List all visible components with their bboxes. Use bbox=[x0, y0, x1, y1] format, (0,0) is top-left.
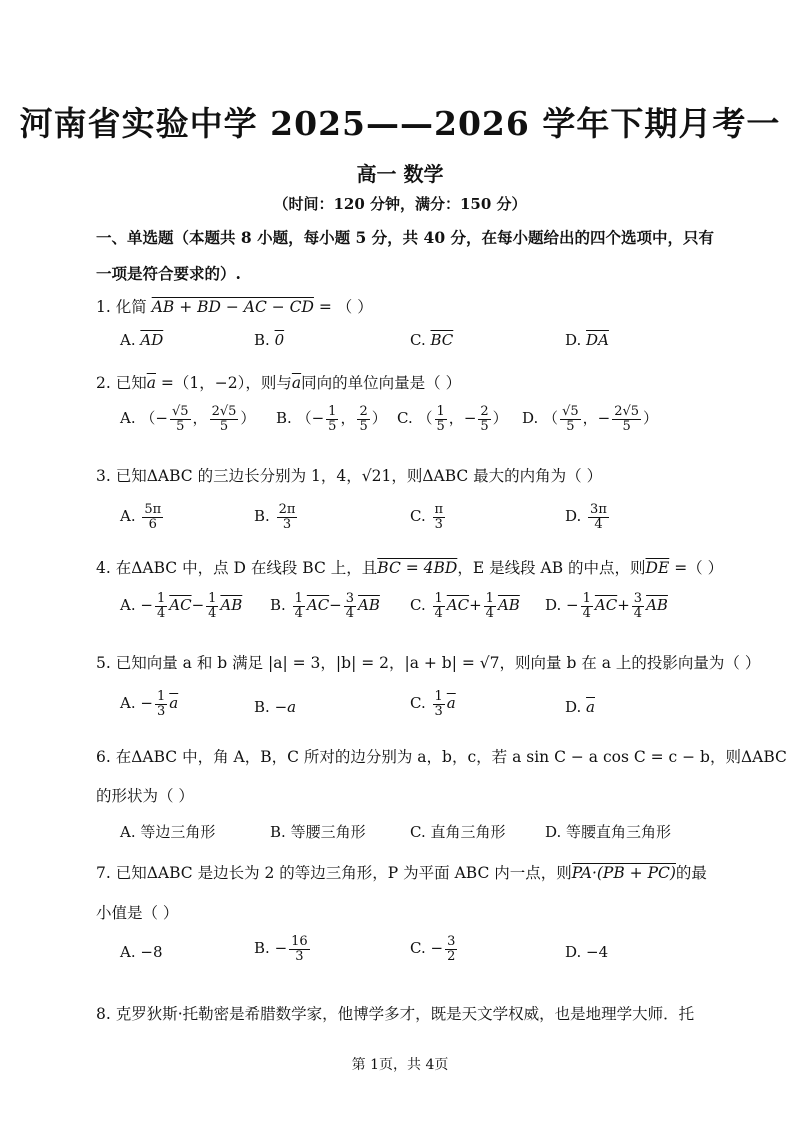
q3-option-d: D. $\frac{3\pi}{4}$ bbox=[565, 502, 607, 532]
q1-option-a: A. $\overline{AD}$ bbox=[120, 331, 164, 349]
question-6-stem: 6. 在ΔABC 中，角 A，B，C 所对的边分别为 a，b，c，若 a sin C − a cos C = c − b，则ΔABC bbox=[96, 748, 787, 766]
q3-option-c: C. $\frac{\pi}{3}$ bbox=[410, 502, 444, 532]
q1-tail: = （ ） bbox=[313, 298, 373, 316]
section-heading-line1: 一、单选题（本题共 8 小题，每小题 5 分，共 40 分，在每小题给出的四个选项中，只有 bbox=[96, 228, 715, 247]
q4-option-c: C. $\frac{1}{4}$ $\overline{AC}+$ $\frac{1}{4}$ $\overline{AB}$ bbox=[410, 591, 520, 621]
q4-option-b: B. $\frac{1}{4}$ $\overline{AC}-$ $\frac{3}{4}$ $\overline{AB}$ bbox=[270, 591, 380, 621]
page-number-footer: 第 1页，共 4页 bbox=[351, 1057, 449, 1073]
q7-option-a: A. −8 bbox=[120, 943, 163, 961]
q3-option-b: B. $\frac{2\pi}{3}$ bbox=[254, 502, 296, 532]
q7-option-d: D. −4 bbox=[565, 943, 609, 961]
question-7-stem: 7. 已知ΔABC 是边长为 2 的等边三角形，P 为平面 ABC 内一点，则PA·(PB + PC)的最 bbox=[96, 864, 707, 882]
q7-option-b: B. − $\frac{16}{3}$ bbox=[254, 934, 308, 964]
vector-a: $\overline{a}$ bbox=[146, 374, 156, 392]
q5-option-b: B. −a bbox=[254, 698, 297, 716]
q4-option-d: D. − $\frac{1}{4}$ $\overline{AC}+$ $\frac{3}{4}$ $\overline{AB}$ bbox=[545, 591, 668, 621]
question-4-stem: 4. 在ΔABC 中，点 D 在线段 BC 上，且BC = 4BD，E 是线段 AB 的中点，则$\overline{DE}$ =（ ） bbox=[96, 559, 724, 577]
q6-option-d: D. 等腰直角三角形 bbox=[545, 823, 672, 841]
question-2-stem: 2. 已知$\overline{a} =(1$，−2），则与$\overline{a}$同向的单位向量是（ ） bbox=[96, 374, 462, 392]
question-6-stem-line2: 的形状为（ ） bbox=[96, 787, 194, 805]
q5-option-d: D. $\overline{a}$ bbox=[565, 698, 595, 716]
q2-option-c: C. （ $\frac{1}{5}$ ，− $\frac{2}{5}$ ） bbox=[397, 404, 508, 434]
q2-option-d: D. （ $\frac{√5}{5}$ ，− $\frac{2√5}{5}$ ） bbox=[522, 404, 659, 434]
question-3-stem: 3. 已知ΔABC 的三边长分别为 1，4，√21，则ΔABC 最大的内角为（ ） bbox=[96, 467, 603, 485]
q1-expression: AB + BD − AC − CD bbox=[151, 298, 314, 316]
question-1-stem bbox=[96, 295, 373, 317]
q1-option-d: D. $\overline{DA}$ bbox=[565, 331, 609, 349]
question-7-stem-line2: 小值是（ ） bbox=[96, 904, 179, 922]
q6-option-b: B. 等腰三角形 bbox=[270, 823, 366, 841]
q1-text: 化简 bbox=[115, 298, 147, 316]
exam-subtitle: 高一 数学 bbox=[356, 162, 444, 186]
q2-option-a: A. （− $\frac{√5}{5}$ ， $\frac{2√5}{5}$ ） bbox=[120, 404, 256, 434]
q6-option-a: A. 等边三角形 bbox=[120, 823, 216, 841]
q5-option-c: C. $\frac{1}{3}$ $\overline{a}$ bbox=[410, 689, 456, 719]
exam-title: 河南省实验中学 2025——2026 学年下期月考一 bbox=[19, 104, 781, 143]
question-8-stem: 8. 克罗狄斯·托勒密是希腊数学家，他博学多才，既是天文学权威，也是地理学大师．托 bbox=[96, 1005, 695, 1023]
section-heading-line2: 一项是符合要求的）. bbox=[96, 264, 241, 283]
exam-time-info: （时间：120 分钟，满分：150 分） bbox=[273, 195, 527, 213]
q2-option-b: B. （− $\frac{1}{5}$ ， $\frac{2}{5}$ ） bbox=[276, 404, 387, 434]
q4-option-a: A. − $\frac{1}{4}$ $\overline{AC}-$ $\frac{1}{4}$ $\overline{AB}$ bbox=[120, 591, 243, 621]
q3-option-a: A. $\frac{5\pi}{6}$ bbox=[120, 502, 162, 532]
q6-option-c: C. 直角三角形 bbox=[410, 823, 506, 841]
q1-number: 1. bbox=[96, 298, 111, 316]
q1-option-c: C. $\overline{BC}$ bbox=[410, 331, 454, 349]
q7-option-c: C. − $\frac{3}{2}$ bbox=[410, 934, 456, 964]
question-5-stem: 5. 已知向量 a 和 b 满足 |a| = 3，|b| = 2，|a + b| = √7，则向量 b 在 a 上的投影向量为（ ） bbox=[96, 654, 761, 672]
q5-option-a: A. − $\frac{1}{3}$ $\overline{a}$ bbox=[120, 689, 179, 719]
q1-option-b: B. 0 bbox=[254, 331, 285, 349]
